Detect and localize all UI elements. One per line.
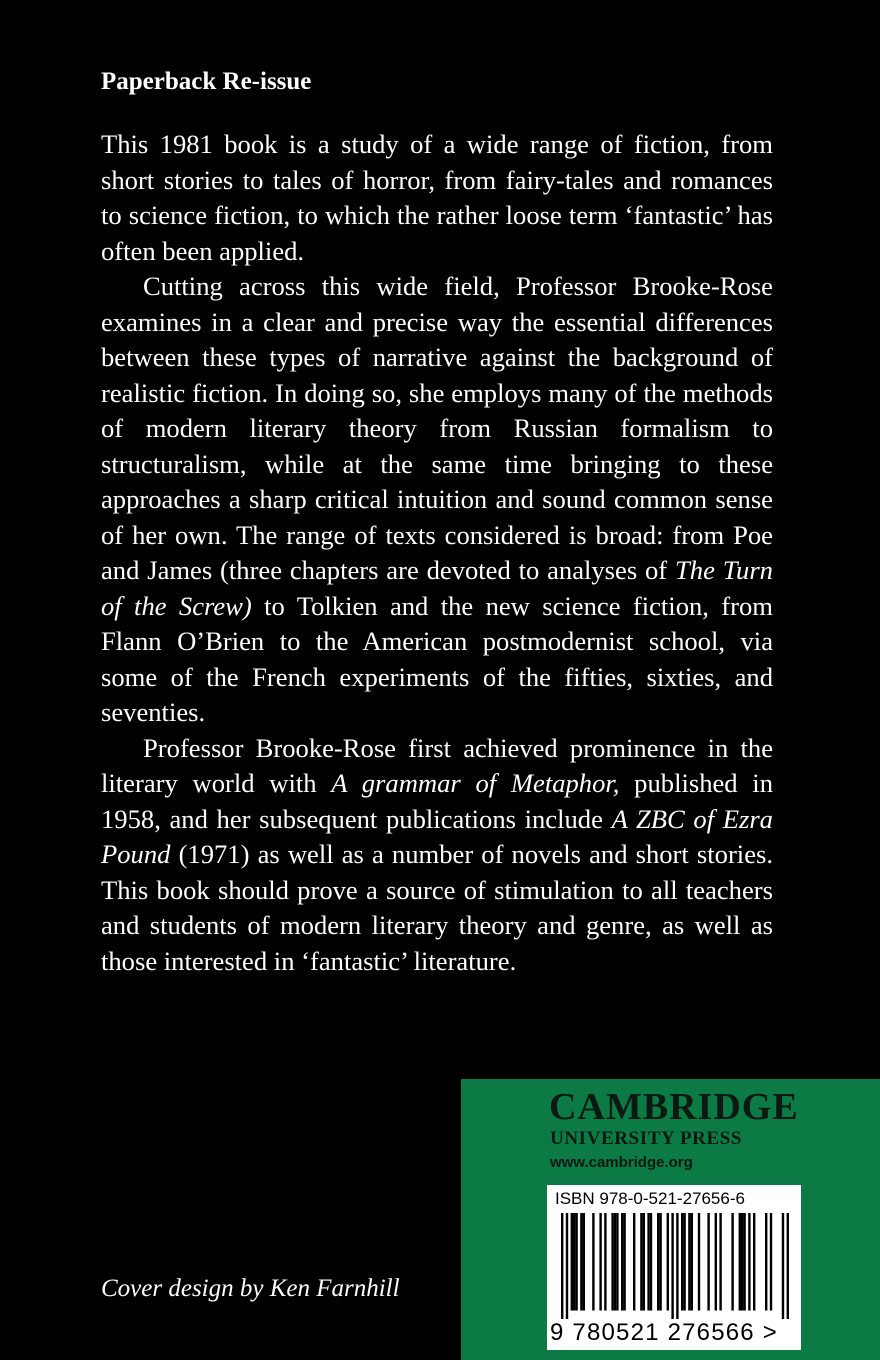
publisher-name-line2: UNIVERSITY PRESS <box>550 1128 743 1149</box>
barcode-bar <box>707 1213 709 1311</box>
barcode-bar <box>592 1213 594 1311</box>
barcode-bar <box>583 1213 585 1311</box>
barcode-bar <box>616 1213 618 1311</box>
barcode-bar <box>611 1213 613 1311</box>
barcode-bar <box>604 1213 606 1311</box>
publisher-panel <box>461 1079 880 1360</box>
blurb-p3-text-b: published in 1958, and her subsequent publications include <box>101 768 773 834</box>
barcode-bar <box>633 1213 635 1311</box>
publisher-name-line1: CAMBRIDGE <box>549 1086 799 1128</box>
blurb-paragraph-3 <box>101 731 773 980</box>
barcode-bar <box>575 1213 577 1311</box>
cover-design-credit: Cover design by Ken Farnhill <box>101 1275 400 1302</box>
barcode-bar <box>623 1213 625 1311</box>
blurb-paragraph-2 <box>101 269 773 731</box>
book-title-zbc-of-ezra-pound: A ZBC of Ezra Pound <box>101 803 773 869</box>
barcode-bar <box>561 1213 563 1319</box>
barcode-bar <box>787 1213 789 1319</box>
reissue-heading: Paperback Re-issue <box>101 68 312 95</box>
barcode-bar <box>571 1213 573 1311</box>
barcode-bar <box>650 1213 652 1311</box>
barcode-bar <box>667 1213 669 1311</box>
barcode-bar <box>753 1213 755 1311</box>
barcode-bar <box>731 1213 733 1311</box>
barcode-bar <box>681 1213 683 1311</box>
barcode-bar <box>770 1213 772 1311</box>
book-blurb <box>101 127 773 979</box>
barcode-bar <box>688 1213 690 1311</box>
barcode-bar <box>765 1213 767 1311</box>
barcode-bar <box>691 1213 693 1311</box>
blurb-p2-text-a: Cutting across this wide field, Professor Brooke-Rose examines in a clear and precise way the essential differences between these types of narrative against the background of realistic fiction. In doing so, she employs many of the methods of modern literary theory from Russian formalism to structuralism, while at the same time bringing to these approaches a sharp critical intuition and sound common sense of her own. The range of texts considered is broad: from Poe and James (three chapters are devoted to analyses of <box>101 271 773 585</box>
barcode-bar <box>614 1213 616 1311</box>
barcode-bar <box>739 1213 741 1311</box>
isbn-barcode <box>547 1185 801 1350</box>
barcode-bar <box>782 1213 784 1319</box>
barcode-bar <box>741 1213 743 1311</box>
barcode-bar <box>566 1213 568 1319</box>
publisher-website: www.cambridge.org <box>550 1154 693 1171</box>
barcode-bar <box>573 1213 575 1311</box>
barcode-digits: 9 780521 276566 > <box>550 1319 778 1346</box>
barcode-bar <box>698 1213 700 1311</box>
barcode-bar <box>580 1213 582 1311</box>
barcode-bar <box>743 1213 745 1311</box>
book-title-turn-of-the-screw: The Turn of the Screw) <box>101 555 773 621</box>
isbn-label: ISBN 978-0-521-27656-6 <box>555 1189 745 1208</box>
blurb-paragraph-1 <box>101 127 773 269</box>
blurb-p2-text-b: to Tolkien and the new science fiction, from Flann O’Brien to the American postmodernist school, via some of the French experiments of the fifties, sixties, and seventies. <box>101 590 773 727</box>
barcode-bar <box>643 1213 645 1311</box>
barcode-bar <box>748 1213 750 1311</box>
barcode-bars <box>561 1213 789 1319</box>
book-title-grammar-of-metaphor: A grammar of Metaphor, <box>331 768 620 798</box>
barcode-bar <box>640 1213 642 1311</box>
blurb-p1-text: This 1981 book is a study of a wide range of fiction, from short stories to tales of horror, from fairy-tales and romances to science fiction, to which the rather loose term ‘fantastic’ has often been applied. <box>101 129 773 266</box>
barcode-bar <box>657 1213 659 1311</box>
barcode-bar <box>599 1213 601 1311</box>
barcode-bar <box>683 1213 685 1311</box>
blurb-p3-text-c: (1971) as well as a number of novels and short stories. This book should prove a source of stimulation to all teachers and students of modern literary theory and genre, as well as those interested in ‘fantastic’ literature. <box>101 839 774 976</box>
barcode-bar <box>659 1213 661 1311</box>
barcode-bar <box>676 1213 678 1319</box>
barcode-bar <box>647 1213 649 1311</box>
blurb-p3-text-a: Professor Brooke-Rose first achieved prominence in the literary world with <box>101 732 773 798</box>
barcode-bar <box>715 1213 717 1311</box>
barcode-bar <box>621 1213 623 1311</box>
barcode-bar <box>719 1213 721 1311</box>
barcode-bar <box>671 1213 673 1319</box>
